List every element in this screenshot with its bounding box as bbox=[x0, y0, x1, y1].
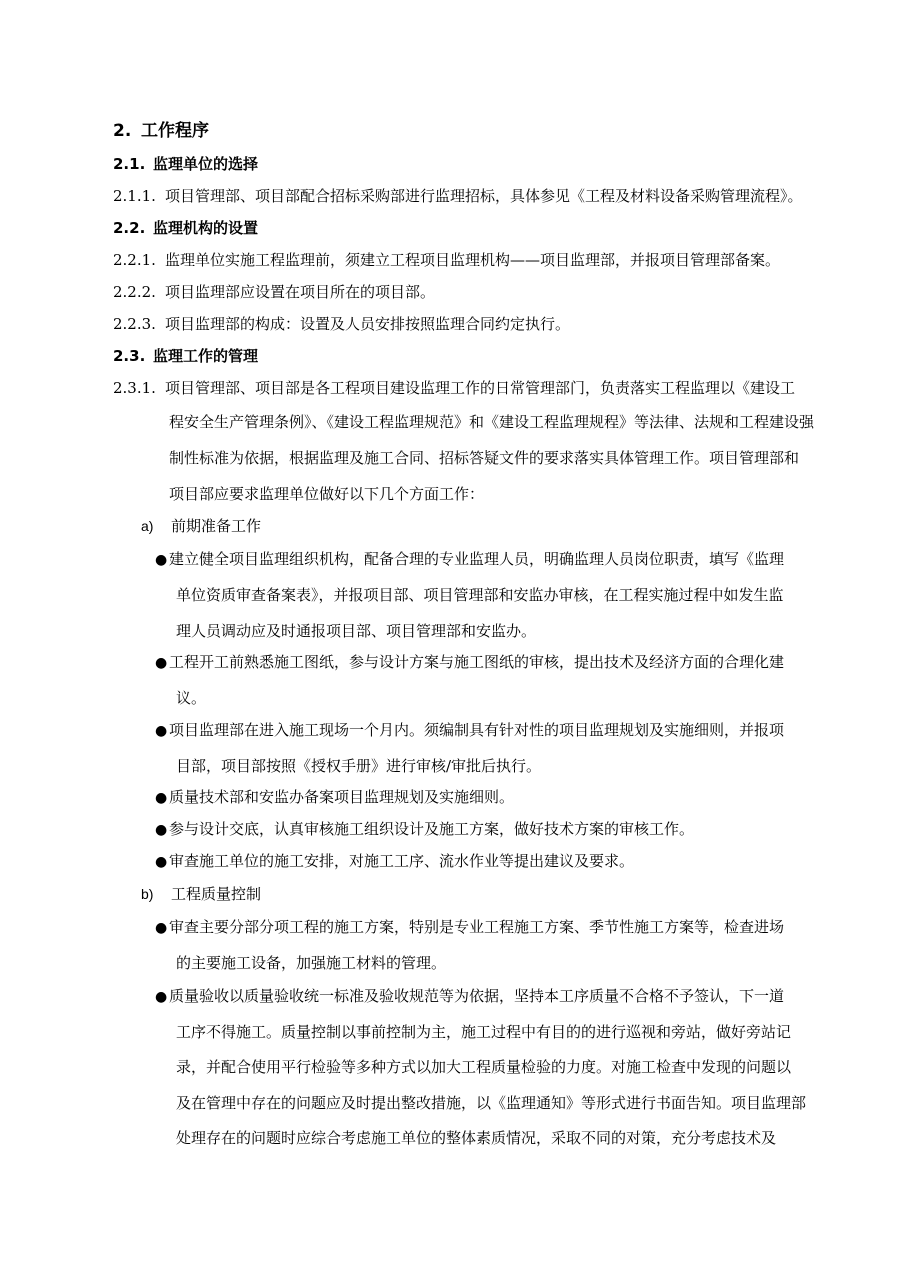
bullet-a6-line-1 bbox=[155, 851, 634, 872]
bullet-text: 建立健全项目监理组织机构，配备合理的专业监理人员，明确监理人员岗位职责，填写《监理 bbox=[169, 550, 785, 568]
bullet-icon: ● bbox=[155, 655, 168, 671]
sub-item-label: b) bbox=[141, 886, 154, 902]
bullet-b2-line-2: 工序不得施工。质量控制以事前控制为主，施工过程中有目的的进行巡视和旁站，做好旁站记 bbox=[176, 1023, 792, 1041]
subsection-title: 监理单位的选择 bbox=[153, 155, 259, 173]
bullet-a3-line-1 bbox=[155, 720, 784, 741]
sub-item-a-heading bbox=[141, 516, 261, 536]
clause-2-2-2 bbox=[113, 282, 435, 302]
bullet-b1-line-1 bbox=[155, 917, 784, 938]
subsection-number: 2.1. bbox=[113, 155, 146, 173]
bullet-a1-line-3: 理人员调动应及时通报项目部、项目管理部和安监办。 bbox=[176, 622, 537, 640]
clause-number: 2.2.1. bbox=[113, 251, 156, 269]
bullet-b2-line-1 bbox=[155, 986, 784, 1007]
bullet-a5-line-1 bbox=[155, 819, 694, 840]
subsection-title: 监理机构的设置 bbox=[153, 219, 259, 237]
sub-item-title: 前期准备工作 bbox=[171, 517, 262, 535]
clause-text: 项目监理部应设置在项目所在的项目部。 bbox=[165, 283, 436, 301]
bullet-text: 质量技术部和安监办备案项目监理规划及实施细则。 bbox=[169, 788, 515, 806]
bullet-a3-line-2: 目部，项目部按照《授权手册》进行审核/审批后执行。 bbox=[176, 757, 542, 775]
clause-2-3-1-line-3: 制性标准为依据，根据监理及施工合同、招标答疑文件的要求落实具体管理工作。项目管理部和 bbox=[169, 449, 800, 467]
bullet-a1-line-2: 单位资质审查备案表》，并报项目部、项目管理部和安监办审核，在工程实施过程中如发生监 bbox=[176, 586, 784, 604]
bullet-a2-line-1 bbox=[155, 652, 784, 673]
bullet-text: 参与设计交底，认真审核施工组织设计及施工方案，做好技术方案的审核工作。 bbox=[169, 820, 695, 838]
sub-item-b-heading bbox=[141, 884, 261, 904]
clause-2-3-1-line-1 bbox=[113, 378, 795, 398]
clause-number: 2.1.1. bbox=[113, 187, 156, 205]
bullet-text: 工程开工前熟悉施工图纸，参与设计方案与施工图纸的审核，提出技术及经济方面的合理化建 bbox=[169, 653, 785, 671]
clause-text: 项目监理部的构成：设置及人员安排按照监理合同约定执行。 bbox=[165, 315, 571, 333]
bullet-b2-line-4: 及在管理中存在的问题应及时提出整改措施，以《监理通知》等形式进行书面告知。项目监理部 bbox=[176, 1094, 807, 1112]
clause-number: 2.3.1. bbox=[113, 379, 156, 397]
bullet-text: 审查施工单位的施工安排，对施工工序、流水作业等提出建议及要求。 bbox=[169, 852, 635, 870]
clause-number: 2.2.2. bbox=[113, 283, 156, 301]
subsection-title: 监理工作的管理 bbox=[153, 347, 259, 365]
bullet-icon: ● bbox=[155, 989, 168, 1005]
bullet-a1-line-1 bbox=[155, 549, 784, 570]
clause-2-3-1-line-2: 程安全生产管理条例》、《建设工程监理规范》和《建设工程监理规程》等法律、法规和工程建设强 bbox=[169, 413, 815, 431]
bullet-icon: ● bbox=[155, 723, 168, 739]
bullet-text: 审查主要分部分项工程的施工方案，特别是专业工程施工方案、季节性施工方案等，检查进场 bbox=[169, 918, 785, 936]
bullet-a2-line-2: 议。 bbox=[176, 689, 207, 707]
subsection-heading-2-1 bbox=[113, 154, 258, 174]
bullet-icon: ● bbox=[155, 822, 168, 838]
subsection-number: 2.3. bbox=[113, 347, 146, 365]
bullet-b2-line-3: 录，并配合使用平行检验等多种方式以加大工程质量检验的力度。对施工检查中发现的问题以 bbox=[176, 1058, 792, 1076]
section-number: 2. bbox=[113, 121, 132, 141]
clause-2-1-1 bbox=[113, 186, 803, 206]
bullet-text: 质量验收以质量验收统一标准及验收规范等为依据，坚持本工序质量不合格不予签认，下一道 bbox=[169, 987, 785, 1005]
section-heading bbox=[113, 121, 209, 141]
bullet-icon: ● bbox=[155, 854, 168, 870]
bullet-icon: ● bbox=[155, 790, 168, 806]
bullet-b2-line-5: 处理存在的问题时应综合考虑施工单位的整体素质情况，采取不同的对策，充分考虑技术及 bbox=[176, 1129, 777, 1147]
bullet-icon: ● bbox=[155, 552, 168, 568]
clause-2-2-1 bbox=[113, 250, 780, 270]
subsection-heading-2-2 bbox=[113, 218, 258, 238]
section-title: 工作程序 bbox=[141, 121, 209, 141]
subsection-number: 2.2. bbox=[113, 219, 146, 237]
bullet-icon: ● bbox=[155, 920, 168, 936]
sub-item-label: a) bbox=[141, 518, 154, 534]
clause-2-3-1-line-4: 项目部应要求监理单位做好以下几个方面工作： bbox=[169, 485, 485, 503]
sub-item-title: 工程质量控制 bbox=[171, 885, 262, 903]
bullet-text: 项目监理部在进入施工现场一个月内。须编制具有针对性的项目监理规划及实施细则，并报项 bbox=[169, 721, 785, 739]
clause-number: 2.2.3. bbox=[113, 315, 156, 333]
subsection-heading-2-3 bbox=[113, 346, 258, 366]
clause-2-2-3 bbox=[113, 314, 570, 334]
bullet-a4-line-1 bbox=[155, 787, 514, 808]
bullet-b1-line-2: 的主要施工设备，加强施工材料的管理。 bbox=[176, 954, 447, 972]
clause-text: 监理单位实施工程监理前，须建立工程项目监理机构——项目监理部，并报项目管理部备案。 bbox=[165, 251, 781, 269]
clause-text: 项目管理部、项目部是各工程项目建设监理工作的日常管理部门，负责落实工程监理以《建设工 bbox=[165, 379, 796, 397]
clause-text: 项目管理部、项目部配合招标采购部进行监理招标，具体参见《工程及材料设备采购管理流程》。 bbox=[165, 187, 803, 205]
